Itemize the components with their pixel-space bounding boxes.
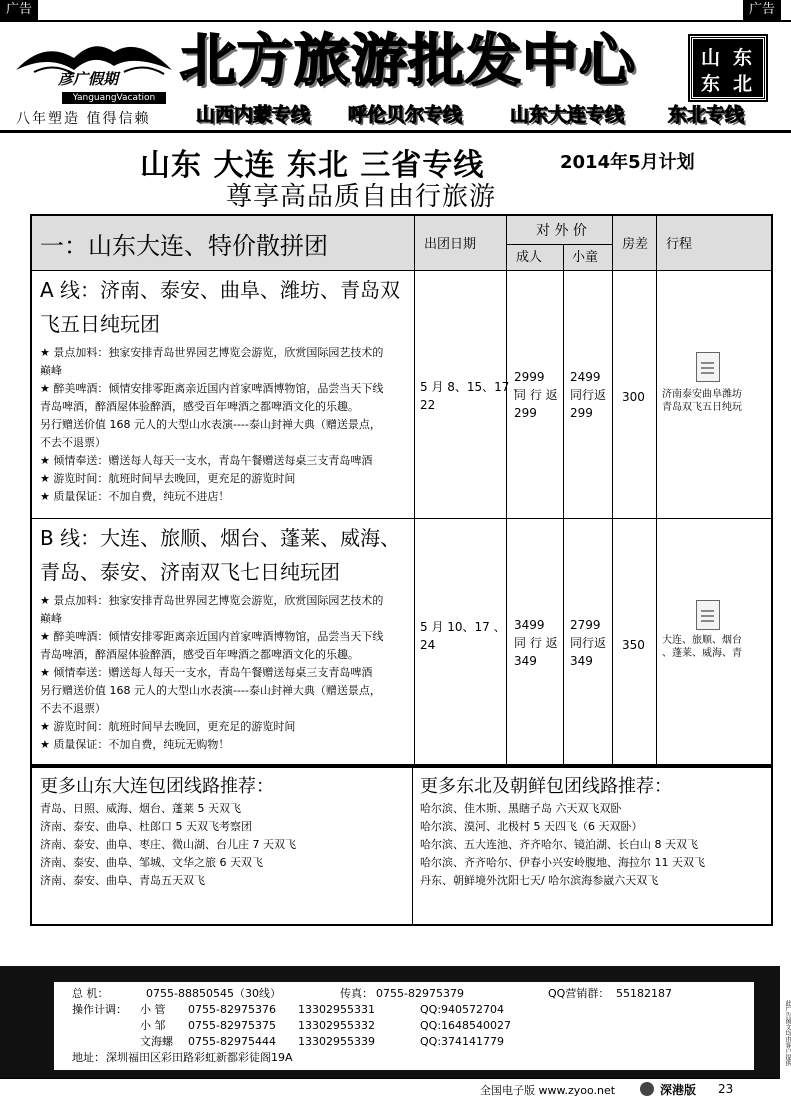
header-price: 对 外 价 [536,223,587,239]
route-b-title-cont: 青岛、泰安、济南双飞七日纯玩团 [40,560,340,584]
bullet-line: ★ 景点加料：独家安排青岛世界园艺博览会游览，欣赏国际园艺技术的 [40,594,384,607]
route-a-adult-price: 2999 [514,370,545,384]
route-a-room-diff: 300 [622,390,645,404]
route-b-file-name-cont[interactable]: 、蓬莱、威海、青 [662,648,742,659]
route-b-child-rebate-label: 同行返 [570,636,607,650]
route-b-child-rebate: 349 [570,654,593,668]
staff-mobile: 13302955332 [298,1019,375,1032]
staff-qq: QQ:374141779 [420,1035,505,1048]
header-rule [0,20,791,22]
bullet-line: ★ 质量保证：不加自费，纯玩无购物！ [40,738,230,751]
logo-english: YanguangVacation [62,92,166,104]
plan-date: 2014年5月计划 [560,152,695,173]
recommend-left-list [40,800,296,890]
recommend-right-title: 更多东北及朝鲜包团线路推荐： [420,776,672,797]
route-a-title-cont: 飞五日纯玩团 [40,312,160,336]
route-b-title: B 线：大连、旅顺、烟台、蓬莱、威海、 [40,526,401,550]
bullet-line: ★ 景点加料：独家安排青岛世界园艺博览会游览，欣赏国际园艺技术的 [40,346,384,359]
edition-text: 全国电子版 www.zyoo.net [480,1084,616,1097]
bullet-line: 巅峰 [40,612,62,625]
staff-phone: 0755-82975444 [188,1035,276,1048]
route-b-adult-price: 3499 [514,618,545,632]
list-item: 哈尔滨、五大连池、齐齐哈尔、镜泊湖、长白山 8 天双飞 [420,838,698,851]
list-item: 济南、泰安、曲阜、青岛五天双飞 [40,874,205,887]
hotline-label: 总 机： [72,987,109,1000]
list-item: 哈尔滨、漠河、北极村 5 天四飞（6 天双卧） [420,820,643,833]
recommend-divider [412,768,413,924]
tour-table [30,214,773,766]
badge-char: 东 [701,73,721,95]
bullet-line: 另行赠送价值 168 元人的大型山水表演----泰山封禅大典（赠送景点， [40,684,381,697]
route-a-adult-rebate-label: 同 行 返 [514,388,558,402]
bullet-line: 青岛啤酒，醉酒屋体验醉酒，感受百年啤酒之都啤酒文化的乐趣。 [40,648,359,661]
list-item: 哈尔滨、佳木斯、黑瞎子岛 六天双飞双卧 [420,802,622,815]
logo-name: 彦广假期 [58,70,119,88]
bullet-line: ★ 质量保证：不加自费，纯玩不进店！ [40,490,230,503]
bottom-rule [0,1078,780,1079]
region-badge [690,36,766,100]
badge-char: 北 [733,73,753,95]
zone-label: 深港版 [660,1083,697,1097]
route-b-adult-rebate: 349 [514,654,537,668]
list-item: 青岛、日照、威海、烟台、蓬莱 5 天双飞 [40,802,241,815]
route-b-date-cont: 24 [420,638,436,652]
contact-box [54,982,754,1070]
staff-phone: 0755-82975375 [188,1019,276,1032]
bullet-line: ★ 游览时间：航班时间早去晚回，更充足的游览时间 [40,472,296,485]
staff-phone: 0755-82975376 [188,1003,276,1016]
bullet-line: 不去不退票） [40,702,106,715]
document-icon[interactable] [696,352,720,382]
recommend-right-list [420,800,705,890]
recommend-left-title: 更多山东大连包团线路推荐： [40,776,274,797]
table-divider [414,216,415,766]
fax-number: 0755-82975379 [376,987,464,1000]
staff-qq: QQ:1648540027 [420,1019,512,1032]
badge-char: 山 [701,47,721,69]
route-a-child-price: 2499 [570,370,601,384]
bullet-line: ★ 倾情奉送：赠送每人每天一支水，青岛午餐赠送每桌三支青岛啤酒 [40,666,373,679]
recommend-box [30,766,773,926]
route-a-file-name[interactable]: 济南泰安曲阜潍坊 [662,389,742,400]
header-room-diff: 房差 [622,237,649,252]
side-disclaimer: 此广告图文均由客户提供 [784,1000,791,1066]
address: 深圳福田区彩田路彩虹新都彩徒阁19A [106,1051,293,1064]
staff-name: 文海螺 [140,1035,173,1048]
list-item: 丹东、朝鲜境外沈阳七天/ 哈尔滨海参崴六天双飞 [420,874,659,887]
globe-icon [640,1082,654,1096]
route-tag: 呼伦贝尔专线 [348,104,463,126]
qq-group-label: QQ营销群： [548,987,610,1000]
staff-qq: QQ:940572704 [420,1003,505,1016]
route-a-date-cont: 22 [420,398,436,412]
route-tag: 山东大连专线 [510,104,625,126]
header-itinerary: 行程 [666,237,693,252]
route-a-adult-rebate: 299 [514,406,537,420]
staff-label: 操作计调： [72,1003,127,1016]
hotline-number: 0755-88850545（30线） [146,987,281,1000]
route-a-title: A 线：济南、泰安、曲阜、潍坊、青岛双 [40,278,401,302]
page-number: 23 [718,1082,734,1096]
bullet-line: ★ 醉美啤酒：倾情安排零距离亲近国内首家啤酒博物馆，品尝当天下线 [40,382,384,395]
ad-tag-right: 广告 [743,0,781,20]
slogan: 八年塑造 值得信赖 [16,111,151,127]
table-divider [563,244,564,766]
bullet-line: 另行赠送价值 168 元人的大型山水表演----泰山封禅大典（赠送景点， [40,418,381,431]
bullet-line: ★ 醉美啤酒：倾情安排零距离亲近国内首家啤酒博物馆，品尝当天下线 [40,630,384,643]
table-rule [506,244,612,245]
document-icon[interactable] [696,600,720,630]
route-a-date: 5 月 8、15、17 、 [420,380,526,394]
table-divider [656,216,657,766]
route-b-bullets [40,592,410,754]
route-tag: 山西内蒙专线 [196,104,311,126]
ad-tag-left: 广告 [0,0,38,20]
bullet-line: ★ 游览时间：航班时间早去晚回，更充足的游览时间 [40,720,296,733]
route-b-room-diff: 350 [622,638,645,652]
list-item: 济南、泰安、曲阜、枣庄、微山湖、台儿庄 7 天双飞 [40,838,296,851]
subtitle: 尊享高品质自由行旅游 [226,182,497,212]
header-date: 出团日期 [424,237,477,252]
bullet-line: 青岛啤酒，醉酒屋体验醉酒，感受百年啤酒之都啤酒文化的乐趣。 [40,400,359,413]
route-b-file-name[interactable]: 大连、旅顺、烟台 [662,635,742,646]
table-divider [612,216,613,766]
staff-name: 小 邹 [140,1019,166,1032]
route-a-child-rebate: 299 [570,406,593,420]
route-a-file-name-cont[interactable]: 青岛双飞五日纯玩 [662,402,742,413]
bullet-line: 不去不退票） [40,436,106,449]
route-b-adult-rebate-label: 同 行 返 [514,636,558,650]
fax-label: 传真： [340,987,373,1000]
section-title: 一：山东大连、特价散拼团 [40,232,328,260]
bullet-line: ★ 倾情奉送：赠送每人每天一支水，青岛午餐赠送每桌三支青岛啤酒 [40,454,373,467]
table-rule [32,270,771,271]
route-b-child-price: 2799 [570,618,601,632]
brand-title: 北方旅游批发中心 [180,29,636,94]
header-bottom-rule [0,130,791,133]
bullet-line: 巅峰 [40,364,62,377]
badge-char: 东 [733,47,753,69]
table-divider [506,216,507,766]
route-tag: 东北专线 [668,104,745,126]
address-label: 地址： [72,1051,105,1064]
table-rule [32,518,771,519]
staff-mobile: 13302955331 [298,1003,375,1016]
route-a-bullets [40,344,410,506]
main-title: 山东 大连 东北 三省专线 [140,148,485,183]
qq-group-number: 55182187 [616,987,672,1000]
staff-mobile: 13302955339 [298,1035,375,1048]
header-child: 小童 [572,250,599,265]
header-adult: 成人 [516,250,543,265]
route-a-child-rebate-label: 同行返 [570,388,607,402]
list-item: 哈尔滨、齐齐哈尔、伊春小兴安岭腹地、海拉尔 11 天双飞 [420,856,705,869]
route-b-date: 5 月 10、17 、 [420,620,506,634]
list-item: 济南、泰安、曲阜、邹城、文华之旅 6 天双飞 [40,856,263,869]
staff-name: 小 管 [140,1003,166,1016]
list-item: 济南、泰安、曲阜、杜郎口 5 天双飞考察团 [40,820,252,833]
